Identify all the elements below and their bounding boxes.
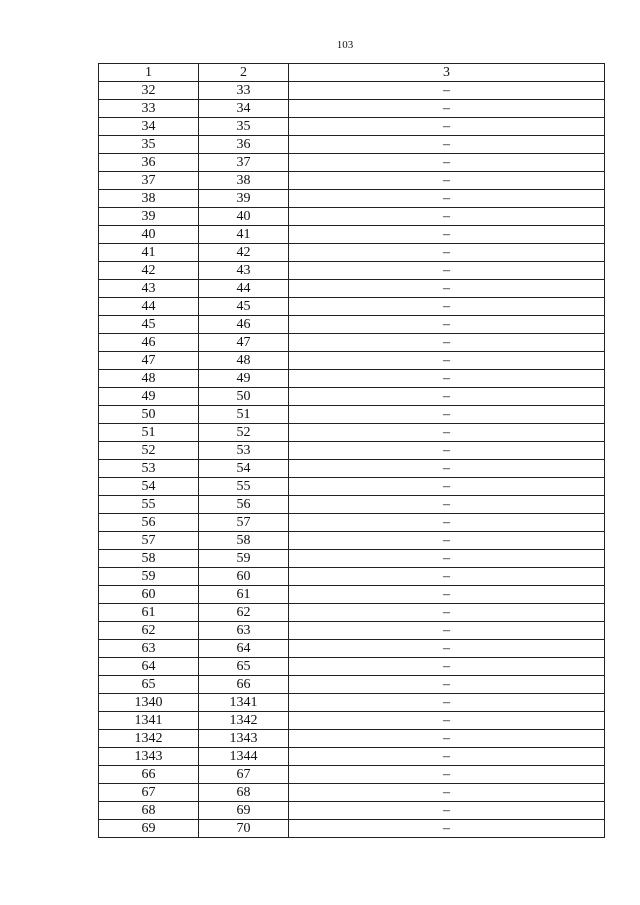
table-cell-col-2: 59 bbox=[199, 550, 289, 568]
table-cell-col-2: 47 bbox=[199, 334, 289, 352]
table-cell-col-1: 56 bbox=[99, 514, 199, 532]
table-cell-col-2: 1341 bbox=[199, 694, 289, 712]
table-cell-col-3: – bbox=[289, 712, 605, 730]
table-cell-col-3: – bbox=[289, 172, 605, 190]
table-cell-col-3: – bbox=[289, 244, 605, 262]
table-row bbox=[99, 514, 605, 532]
table-cell-col-2: 52 bbox=[199, 424, 289, 442]
table-cell-col-1: 64 bbox=[99, 658, 199, 676]
table-cell-col-1: 63 bbox=[99, 640, 199, 658]
table-cell-col-1: 53 bbox=[99, 460, 199, 478]
table-cell-col-2: 67 bbox=[199, 766, 289, 784]
table-cell-col-1: 35 bbox=[99, 136, 199, 154]
table-cell-col-3: – bbox=[289, 802, 605, 820]
column-header-2: 2 bbox=[199, 64, 289, 82]
table-row bbox=[99, 478, 605, 496]
table-row bbox=[99, 316, 605, 334]
table-cell-col-2: 41 bbox=[199, 226, 289, 244]
table-cell-col-2: 53 bbox=[199, 442, 289, 460]
table-row bbox=[99, 388, 605, 406]
table-cell-col-3: – bbox=[289, 820, 605, 838]
table-cell-col-2: 69 bbox=[199, 802, 289, 820]
table-header bbox=[99, 64, 605, 82]
table-cell-col-2: 58 bbox=[199, 532, 289, 550]
table-cell-col-1: 32 bbox=[99, 82, 199, 100]
table-cell-col-1: 39 bbox=[99, 208, 199, 226]
table-row bbox=[99, 262, 605, 280]
table-cell-col-2: 64 bbox=[199, 640, 289, 658]
table-row bbox=[99, 82, 605, 100]
table-cell-col-1: 45 bbox=[99, 316, 199, 334]
table-cell-col-2: 1342 bbox=[199, 712, 289, 730]
table-cell-col-2: 62 bbox=[199, 604, 289, 622]
table-cell-col-3: – bbox=[289, 154, 605, 172]
table-cell-col-1: 52 bbox=[99, 442, 199, 460]
table-cell-col-3: – bbox=[289, 568, 605, 586]
table-cell-col-1: 57 bbox=[99, 532, 199, 550]
table-cell-col-1: 68 bbox=[99, 802, 199, 820]
table-cell-col-2: 39 bbox=[199, 190, 289, 208]
table-cell-col-1: 60 bbox=[99, 586, 199, 604]
table-cell-col-3: – bbox=[289, 460, 605, 478]
table-cell-col-1: 38 bbox=[99, 190, 199, 208]
table-row bbox=[99, 802, 605, 820]
table-row bbox=[99, 442, 605, 460]
table-row bbox=[99, 586, 605, 604]
table-cell-col-3: – bbox=[289, 298, 605, 316]
table-cell-col-1: 41 bbox=[99, 244, 199, 262]
table-cell-col-1: 46 bbox=[99, 334, 199, 352]
table-row bbox=[99, 694, 605, 712]
table-cell-col-3: – bbox=[289, 676, 605, 694]
page-number: 103 bbox=[336, 39, 354, 51]
table-cell-col-2: 51 bbox=[199, 406, 289, 424]
table-cell-col-3: – bbox=[289, 406, 605, 424]
table-row bbox=[99, 604, 605, 622]
table-cell-col-2: 55 bbox=[199, 478, 289, 496]
table-cell-col-2: 68 bbox=[199, 784, 289, 802]
data-table bbox=[98, 63, 605, 838]
table-cell-col-2: 46 bbox=[199, 316, 289, 334]
table-cell-col-2: 37 bbox=[199, 154, 289, 172]
table-row bbox=[99, 622, 605, 640]
table-cell-col-2: 56 bbox=[199, 496, 289, 514]
table-row bbox=[99, 136, 605, 154]
table-cell-col-1: 48 bbox=[99, 370, 199, 388]
table-cell-col-2: 36 bbox=[199, 136, 289, 154]
table-row bbox=[99, 118, 605, 136]
table-cell-col-1: 37 bbox=[99, 172, 199, 190]
table-row bbox=[99, 172, 605, 190]
table-row bbox=[99, 640, 605, 658]
table-cell-col-3: – bbox=[289, 82, 605, 100]
table-row bbox=[99, 154, 605, 172]
table-row bbox=[99, 334, 605, 352]
table-row bbox=[99, 766, 605, 784]
column-header-3: 3 bbox=[289, 64, 605, 82]
table-cell-col-3: – bbox=[289, 136, 605, 154]
table-cell-col-2: 65 bbox=[199, 658, 289, 676]
table-cell-col-3: – bbox=[289, 730, 605, 748]
table-cell-col-1: 36 bbox=[99, 154, 199, 172]
column-header-1: 1 bbox=[99, 64, 199, 82]
table-cell-col-3: – bbox=[289, 442, 605, 460]
table-cell-col-3: – bbox=[289, 658, 605, 676]
table-cell-col-1: 55 bbox=[99, 496, 199, 514]
table-row bbox=[99, 748, 605, 766]
table-cell-col-3: – bbox=[289, 334, 605, 352]
table-cell-col-3: – bbox=[289, 280, 605, 298]
table-cell-col-1: 43 bbox=[99, 280, 199, 298]
table-cell-col-1: 65 bbox=[99, 676, 199, 694]
table-cell-col-3: – bbox=[289, 532, 605, 550]
table-row bbox=[99, 352, 605, 370]
table-cell-col-3: – bbox=[289, 766, 605, 784]
table-row bbox=[99, 298, 605, 316]
table-cell-col-3: – bbox=[289, 694, 605, 712]
table-row bbox=[99, 406, 605, 424]
table-cell-col-3: – bbox=[289, 496, 605, 514]
table-cell-col-3: – bbox=[289, 604, 605, 622]
table-cell-col-1: 50 bbox=[99, 406, 199, 424]
table-row bbox=[99, 568, 605, 586]
table-cell-col-3: – bbox=[289, 622, 605, 640]
table-cell-col-2: 35 bbox=[199, 118, 289, 136]
table-cell-col-2: 61 bbox=[199, 586, 289, 604]
table-row bbox=[99, 658, 605, 676]
table-row bbox=[99, 730, 605, 748]
table-row bbox=[99, 208, 605, 226]
table-cell-col-2: 1344 bbox=[199, 748, 289, 766]
table-row bbox=[99, 226, 605, 244]
table-cell-col-3: – bbox=[289, 316, 605, 334]
table-cell-col-3: – bbox=[289, 640, 605, 658]
table-row bbox=[99, 424, 605, 442]
table-row bbox=[99, 190, 605, 208]
table-cell-col-1: 47 bbox=[99, 352, 199, 370]
table-cell-col-2: 34 bbox=[199, 100, 289, 118]
data-table-container bbox=[98, 63, 604, 838]
table-cell-col-3: – bbox=[289, 586, 605, 604]
table-cell-col-3: – bbox=[289, 478, 605, 496]
table-cell-col-3: – bbox=[289, 514, 605, 532]
table-cell-col-3: – bbox=[289, 748, 605, 766]
table-cell-col-1: 67 bbox=[99, 784, 199, 802]
table-cell-col-2: 44 bbox=[199, 280, 289, 298]
table-cell-col-2: 63 bbox=[199, 622, 289, 640]
table-cell-col-3: – bbox=[289, 118, 605, 136]
table-cell-col-2: 33 bbox=[199, 82, 289, 100]
table-cell-col-3: – bbox=[289, 352, 605, 370]
table-row bbox=[99, 370, 605, 388]
table-cell-col-2: 42 bbox=[199, 244, 289, 262]
table-cell-col-1: 58 bbox=[99, 550, 199, 568]
table-row bbox=[99, 460, 605, 478]
table-cell-col-1: 1342 bbox=[99, 730, 199, 748]
table-cell-col-1: 69 bbox=[99, 820, 199, 838]
table-cell-col-2: 45 bbox=[199, 298, 289, 316]
table-cell-col-3: – bbox=[289, 190, 605, 208]
table-cell-col-1: 62 bbox=[99, 622, 199, 640]
table-cell-col-1: 40 bbox=[99, 226, 199, 244]
table-cell-col-2: 57 bbox=[199, 514, 289, 532]
table-cell-col-2: 38 bbox=[199, 172, 289, 190]
table-cell-col-3: – bbox=[289, 388, 605, 406]
table-cell-col-2: 60 bbox=[199, 568, 289, 586]
table-cell-col-2: 70 bbox=[199, 820, 289, 838]
table-cell-col-1: 49 bbox=[99, 388, 199, 406]
table-row bbox=[99, 820, 605, 838]
table-cell-col-1: 59 bbox=[99, 568, 199, 586]
table-cell-col-1: 54 bbox=[99, 478, 199, 496]
table-cell-col-1: 1341 bbox=[99, 712, 199, 730]
table-cell-col-2: 54 bbox=[199, 460, 289, 478]
table-row bbox=[99, 244, 605, 262]
table-cell-col-1: 1340 bbox=[99, 694, 199, 712]
table-cell-col-2: 48 bbox=[199, 352, 289, 370]
table-body bbox=[99, 82, 605, 838]
table-cell-col-1: 42 bbox=[99, 262, 199, 280]
table-cell-col-3: – bbox=[289, 100, 605, 118]
table-cell-col-2: 49 bbox=[199, 370, 289, 388]
table-cell-col-1: 33 bbox=[99, 100, 199, 118]
table-cell-col-1: 66 bbox=[99, 766, 199, 784]
table-cell-col-2: 40 bbox=[199, 208, 289, 226]
table-cell-col-1: 44 bbox=[99, 298, 199, 316]
table-cell-col-3: – bbox=[289, 784, 605, 802]
table-cell-col-2: 66 bbox=[199, 676, 289, 694]
table-cell-col-3: – bbox=[289, 370, 605, 388]
table-cell-col-2: 1343 bbox=[199, 730, 289, 748]
table-row bbox=[99, 532, 605, 550]
table-row bbox=[99, 712, 605, 730]
table-cell-col-3: – bbox=[289, 208, 605, 226]
table-cell-col-1: 34 bbox=[99, 118, 199, 136]
table-row bbox=[99, 550, 605, 568]
table-cell-col-2: 50 bbox=[199, 388, 289, 406]
table-cell-col-3: – bbox=[289, 262, 605, 280]
table-row bbox=[99, 100, 605, 118]
table-cell-col-3: – bbox=[289, 424, 605, 442]
table-row bbox=[99, 496, 605, 514]
table-row bbox=[99, 784, 605, 802]
table-row bbox=[99, 676, 605, 694]
table-cell-col-1: 51 bbox=[99, 424, 199, 442]
table-cell-col-1: 1343 bbox=[99, 748, 199, 766]
table-cell-col-3: – bbox=[289, 550, 605, 568]
table-header-row bbox=[99, 64, 605, 82]
table-cell-col-2: 43 bbox=[199, 262, 289, 280]
table-cell-col-1: 61 bbox=[99, 604, 199, 622]
table-row bbox=[99, 280, 605, 298]
table-cell-col-3: – bbox=[289, 226, 605, 244]
